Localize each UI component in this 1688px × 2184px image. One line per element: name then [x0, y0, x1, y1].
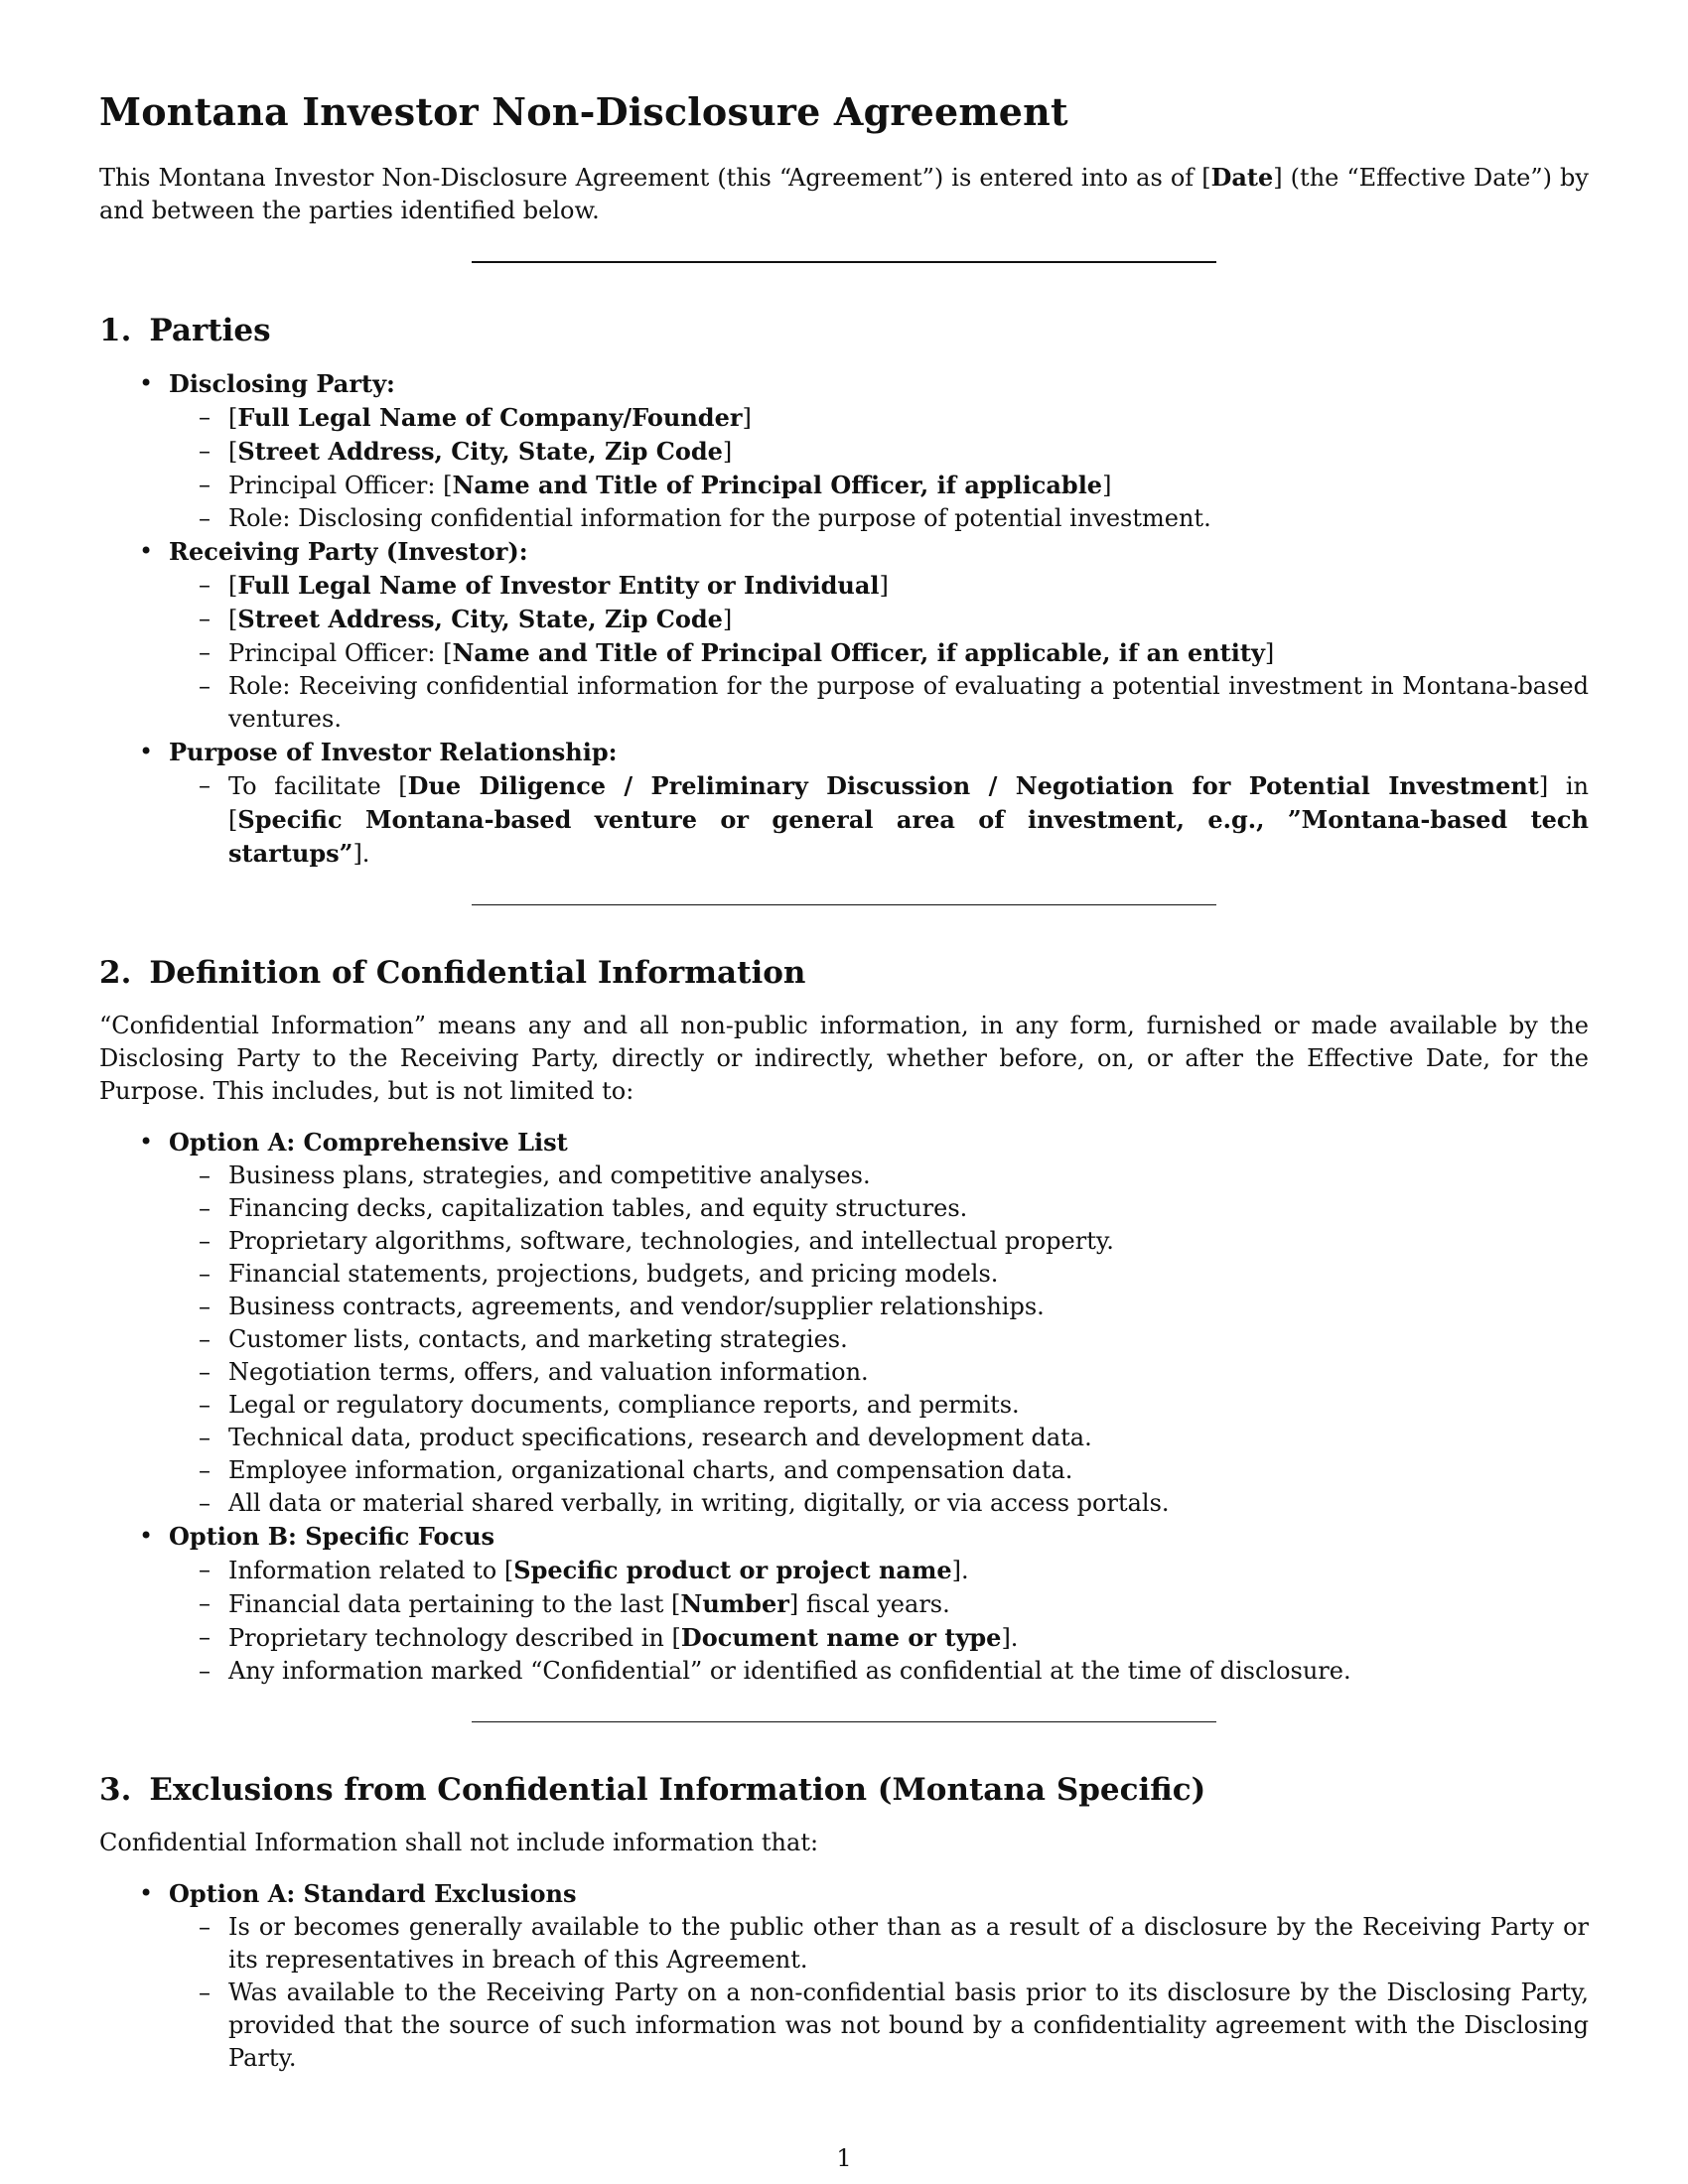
option-a-label: Option A: Standard Exclusions: [169, 1879, 577, 1909]
text: Legal or regulatory documents, compliance reports, and permits.: [228, 1390, 1020, 1419]
list-item: [169, 1422, 1589, 1454]
dash-icon: –: [199, 402, 211, 431]
section-title: Parties: [149, 312, 271, 348]
text: All data or material shared verbally, in writing, digitally, or via access portals.: [228, 1488, 1170, 1517]
text: ] fiscal years.: [788, 1589, 950, 1618]
dash-icon: –: [199, 1193, 211, 1222]
placeholder: Full Legal Name of Company/Founder: [237, 402, 743, 432]
intro-text-before: This Montana Investor Non-Disclosure Agreement (this “Agreement”) is entered into as of [: [99, 163, 1211, 192]
text: Business plans, strategies, and competitive analyses.: [228, 1160, 871, 1189]
text: ].: [1001, 1623, 1019, 1652]
list-item: [169, 603, 1589, 636]
list-item: [99, 1126, 1589, 1520]
placeholder: Street Address, City, State, Zip Code: [237, 604, 723, 633]
text: ]: [879, 571, 889, 600]
horizontal-rule: [472, 261, 1216, 263]
dash-icon: –: [199, 770, 211, 799]
date-placeholder: Date: [1210, 162, 1274, 192]
intro-paragraph: [99, 161, 1589, 227]
disclosing-party-details: [169, 401, 1589, 535]
list-item: [99, 736, 1589, 871]
placeholder: Name and Title of Principal Officer, if applicable: [452, 470, 1103, 499]
list-item: [169, 1160, 1589, 1192]
list-item: [169, 1225, 1589, 1258]
horizontal-rule: [472, 1721, 1216, 1722]
text: [: [228, 437, 238, 466]
list-item: [169, 1323, 1589, 1356]
exclusions-paragraph: Confidential Information shall not include information that:: [99, 1829, 819, 1857]
text: Financial data pertaining to the last [: [228, 1589, 681, 1618]
text: Principal Officer: [: [228, 638, 453, 667]
section-heading-parties: [99, 313, 1589, 349]
definition-options-list: [99, 1126, 1589, 1688]
list-item: [169, 1655, 1589, 1688]
list-item: [99, 1877, 1589, 2075]
text: Was available to the Receiving Party on a non-confidential basis prior to its disclosure by the Disclosing Party, provided that the source of such information was not bound by a confidentiality agreement with the Disclosing Party.: [228, 1979, 1589, 2073]
placeholder: Specific product or project name: [513, 1555, 952, 1584]
section-title: Definition of Confidential Information: [149, 954, 806, 991]
dash-icon: –: [199, 637, 211, 666]
text: Information related to [: [228, 1556, 514, 1584]
list-item: [169, 1977, 1589, 2075]
text: ]: [722, 605, 733, 633]
list-item: [169, 401, 1589, 435]
dash-icon: –: [199, 1160, 211, 1189]
text: [: [228, 605, 238, 633]
bullet-icon: •: [139, 1879, 154, 1908]
definition-paragraph: “Confidential Information” means any and all non-public information, in any form, furnished or made available by the Disclosing Party to the Receiving Party, directly or indirectly, whether before, on, or after the Effective Date, for the Purpose. This includes, but is not limited to:: [99, 1011, 1589, 1105]
text: Customer lists, contacts, and marketing strategies.: [228, 1324, 848, 1353]
list-item: [169, 1192, 1589, 1225]
list-item: [99, 535, 1589, 736]
dash-icon: –: [199, 1259, 211, 1288]
document-page: [99, 79, 1589, 2075]
section-number: 1.: [99, 312, 132, 348]
list-item: [169, 1454, 1589, 1487]
list-item: [169, 569, 1589, 603]
receiving-party-details: [169, 569, 1589, 736]
dash-icon: –: [199, 1488, 211, 1517]
option-a-label: Option A: Comprehensive List: [169, 1127, 568, 1157]
exclusions-options-list: [99, 1877, 1589, 2075]
text: ].: [951, 1556, 969, 1584]
text: Proprietary technology described in [: [228, 1623, 681, 1652]
text: Is or becomes generally available to the public other than as a result of a disclosure by the Receiving Party or its representatives in breach of this Agreement.: [228, 1913, 1589, 1975]
list-item: [169, 670, 1589, 736]
bullet-icon: •: [139, 368, 154, 397]
receiving-party-label: Receiving Party (Investor):: [169, 536, 528, 566]
list-item: [169, 435, 1589, 469]
text: Employee information, organizational charts, and compensation data.: [228, 1455, 1073, 1484]
list-item: [99, 1520, 1589, 1688]
dash-icon: –: [199, 1455, 211, 1484]
section-number: 3.: [99, 1771, 132, 1808]
text: ] in [: [228, 771, 1589, 834]
list-item: [169, 1356, 1589, 1389]
disclosing-party-label: Disclosing Party:: [169, 368, 395, 398]
dash-icon: –: [199, 1226, 211, 1255]
bullet-icon: •: [139, 536, 154, 565]
dash-icon: –: [199, 570, 211, 599]
text: ]: [742, 403, 752, 432]
document-title: Montana Investor Non-Disclosure Agreement: [99, 89, 1068, 134]
list-item: [169, 502, 1589, 535]
list-item: [169, 1487, 1589, 1520]
dash-icon: –: [199, 1622, 211, 1651]
text: ]: [722, 437, 733, 466]
placeholder: Due Diligence / Preliminary Discussion / Negotiation for Potential Investment: [407, 770, 1539, 800]
dash-icon: –: [199, 671, 211, 700]
bullet-icon: •: [139, 1127, 154, 1156]
bullet-icon: •: [139, 1521, 154, 1550]
placeholder: Street Address, City, State, Zip Code: [237, 436, 723, 466]
section-heading-definition: [99, 955, 1589, 992]
text: Financial statements, projections, budgets, and pricing models.: [228, 1259, 999, 1288]
list-item: [169, 469, 1589, 502]
dash-icon: –: [199, 1357, 211, 1386]
dash-icon: –: [199, 470, 211, 498]
section-title: Exclusions from Confidential Information (Montana Specific): [149, 1771, 1206, 1808]
text: ]: [1102, 471, 1112, 499]
dash-icon: –: [199, 1324, 211, 1353]
option-a-items: [169, 1911, 1589, 2075]
list-item: [169, 1911, 1589, 1977]
list-item: [169, 1389, 1589, 1422]
list-item: [169, 1587, 1589, 1621]
dash-icon: –: [199, 1423, 211, 1451]
dash-icon: –: [199, 1555, 211, 1583]
placeholder: Number: [680, 1588, 789, 1618]
purpose-label: Purpose of Investor Relationship:: [169, 737, 618, 766]
horizontal-rule: [472, 904, 1216, 905]
dash-icon: –: [199, 1588, 211, 1617]
list-item: [169, 1291, 1589, 1323]
text: To facilitate [: [228, 771, 408, 800]
section-number: 2.: [99, 954, 132, 991]
dash-icon: –: [199, 1390, 211, 1419]
placeholder: Document name or type: [680, 1622, 1002, 1652]
text: ].: [352, 839, 370, 868]
list-item: [169, 1621, 1589, 1655]
placeholder: Name and Title of Principal Officer, if applicable, if an entity: [452, 637, 1265, 667]
list-item: [169, 769, 1589, 871]
text: Role: Disclosing confidential information for the purpose of potential investment.: [228, 503, 1211, 532]
dash-icon: –: [199, 1913, 211, 1942]
list-item: [99, 367, 1589, 535]
placeholder: Full Legal Name of Investor Entity or Individual: [237, 570, 880, 600]
text: Business contracts, agreements, and vendor/supplier relationships.: [228, 1292, 1045, 1320]
placeholder: Specific Montana-based venture or general area of investment, e.g., ”Montana-based tech startups”: [228, 804, 1589, 868]
text: [: [228, 571, 238, 600]
dash-icon: –: [199, 1292, 211, 1320]
option-a-items: [169, 1160, 1589, 1520]
dash-icon: –: [199, 1656, 211, 1685]
parties-list: [99, 367, 1589, 871]
text: ]: [1264, 638, 1275, 667]
text: Principal Officer: [: [228, 471, 453, 499]
text: Any information marked “Confidential” or identified as confidential at the time of disclosure.: [228, 1656, 1351, 1685]
text: Role: Receiving confidential information for the purpose of evaluating a potential investment in Montana-based ventures.: [228, 671, 1589, 733]
option-b-label: Option B: Specific Focus: [169, 1521, 495, 1551]
dash-icon: –: [199, 503, 211, 532]
text: Proprietary algorithms, software, technologies, and intellectual property.: [228, 1226, 1114, 1255]
text: [: [228, 403, 238, 432]
intro-text-after: ] (the “Effective Date”) by and between the parties identified below.: [99, 163, 1589, 224]
page-number: 1: [836, 2144, 852, 2172]
section-heading-exclusions: [99, 1772, 1589, 1809]
purpose-details: [169, 769, 1589, 871]
dash-icon: –: [199, 436, 211, 465]
list-item: [169, 1258, 1589, 1291]
option-b-items: [169, 1554, 1589, 1688]
dash-icon: –: [199, 604, 211, 632]
bullet-icon: •: [139, 737, 154, 765]
list-item: [169, 636, 1589, 670]
dash-icon: –: [199, 1979, 211, 2007]
text: Financing decks, capitalization tables, and equity structures.: [228, 1193, 968, 1222]
text: Negotiation terms, offers, and valuation information.: [228, 1357, 869, 1386]
list-item: [169, 1554, 1589, 1587]
text: Technical data, product specifications, research and development data.: [228, 1423, 1092, 1451]
